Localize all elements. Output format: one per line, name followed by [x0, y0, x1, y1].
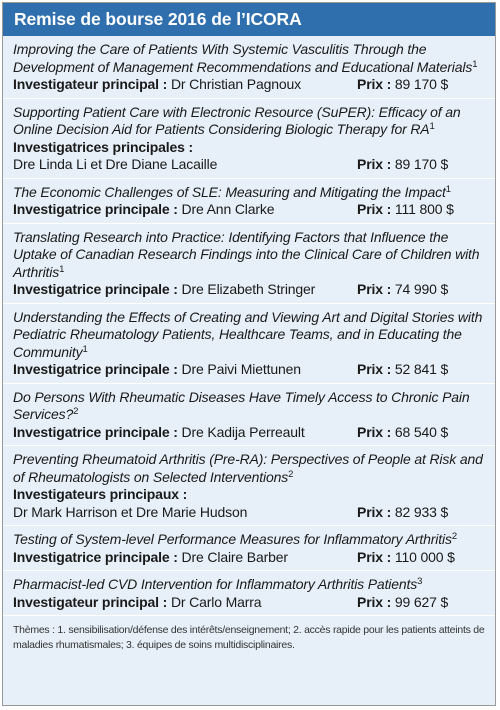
- grant-item: [3, 304, 495, 384]
- investigator-label: Investigatrice principale :: [13, 361, 178, 377]
- grant-title: [13, 41, 485, 76]
- investigator: [13, 201, 357, 219]
- grant-box: [2, 2, 496, 706]
- prize: [357, 76, 485, 94]
- grant-item: [3, 526, 495, 571]
- prize-label: Prix :: [357, 76, 392, 92]
- grant-title-text: Do Persons With Rheumatic Diseases Have Timely Access to Chronic Pain Services?: [13, 388, 470, 422]
- prize-label: Prix :: [357, 156, 392, 172]
- theme-note: 1: [472, 58, 478, 70]
- prize-label: Prix :: [357, 548, 392, 565]
- theme-note: 1: [82, 343, 88, 355]
- grant-details: [13, 486, 485, 504]
- grant-item: [3, 446, 495, 526]
- investigator: [13, 594, 357, 612]
- grant-title: [13, 451, 485, 486]
- grant-details: [13, 594, 485, 612]
- investigator: [13, 156, 357, 174]
- grant-details: [13, 549, 485, 567]
- investigator-label: Investigatrice principale :: [13, 201, 178, 217]
- grant-title: [13, 576, 485, 594]
- investigator-label: Investigateur principal :: [13, 76, 168, 92]
- prize-value: 111 800 $: [394, 201, 454, 217]
- investigator: [13, 486, 485, 504]
- prize-value: 68 540 $: [394, 423, 449, 440]
- grant-title-text: Understanding the Effects of Creating and Viewing Art and Digital Stories with Pediatric Rheumatology Patients, Healthcare Teams, and in Educating the Community: [13, 308, 483, 360]
- prize-label: Prix :: [357, 423, 392, 440]
- grant-item: [3, 571, 495, 616]
- prize: [357, 201, 485, 219]
- prize-label: Prix :: [357, 201, 392, 217]
- theme-note: 2: [73, 406, 79, 417]
- theme-note: 2: [288, 468, 294, 480]
- grant-title: [13, 389, 485, 424]
- prize: [357, 281, 485, 299]
- grant-title: [13, 104, 485, 139]
- investigator-label: Investigatrice principale :: [13, 281, 178, 297]
- grant-title: [13, 531, 485, 549]
- prize-label: Prix :: [357, 593, 392, 610]
- prize-value: 52 841 $: [394, 361, 449, 377]
- investigator: [13, 76, 357, 94]
- investigator-name: Dre Elizabeth Stringer: [181, 281, 316, 297]
- prize-label: Prix :: [357, 503, 392, 520]
- prize-label: Prix :: [357, 361, 392, 377]
- investigator-label: Investigatrices principales :: [13, 138, 194, 155]
- grant-title-text: The Economic Challenges of SLE: Measuring and Mitigating the Impact: [13, 183, 446, 200]
- prize-label: Prix :: [357, 281, 392, 297]
- prize: [357, 504, 485, 522]
- grant-title-text: Supporting Patient Care with Electronic Resource (SuPER): Efficacy of an Online Decision Aid for Patients Considering Biologic Therapy for RA: [13, 103, 461, 137]
- prize-value: 82 933 $: [394, 503, 449, 520]
- grant-details: [13, 156, 485, 174]
- prize-value: 89 170 $: [394, 156, 449, 172]
- investigator-name: Dre Linda Li et Dre Diane Lacaille: [13, 156, 218, 172]
- theme-note: 1: [429, 121, 435, 132]
- prize: [357, 361, 485, 379]
- investigator: [13, 549, 357, 567]
- themes-footnote: Thèmes : 1. sensibilisation/défense des intérêts/enseignement; 2. accès rapide pour les patients atteints de maladies rhumatismales; 3. équipes de soins multidisciplinaires.: [13, 624, 485, 651]
- grant-item: [3, 36, 495, 99]
- grant-title-text: Improving the Care of Patients With Systemic Vasculitis Through the Development of Management Recommendations and Educational Materials: [13, 41, 473, 75]
- investigator-name: Dre Ann Clarke: [181, 201, 275, 217]
- investigator: [13, 424, 357, 442]
- investigator: [13, 504, 357, 522]
- investigator-label: Investigatrice principale :: [13, 548, 178, 565]
- investigator-label: Investigatrice principale :: [13, 423, 178, 440]
- investigator-label: Investigateurs principaux :: [13, 486, 188, 502]
- prize-value: 110 000 $: [394, 548, 455, 565]
- grant-title-text: Preventing Rheumatoid Arthritis (Pre-RA): Perspectives of People at Risk and of Rheumatologists on Selected Interventions: [13, 451, 483, 485]
- theme-note: 1: [445, 183, 451, 195]
- grant-item: [3, 224, 495, 304]
- prize-value: 74 990 $: [394, 281, 449, 297]
- grant-item: [3, 179, 495, 224]
- investigator: [13, 139, 485, 157]
- theme-note: 1: [59, 263, 65, 275]
- prize-value: 99 627 $: [394, 593, 449, 610]
- theme-note: 2: [451, 531, 457, 542]
- grant-title-text: Pharmacist-led CVD Intervention for Inflammatory Arthritis Patients: [13, 576, 418, 592]
- investigator-name: Dre Paivi Miettunen: [181, 361, 301, 377]
- prize: [357, 549, 485, 567]
- grant-title: [13, 309, 485, 362]
- investigator-label: Investigateur principal :: [13, 593, 168, 610]
- investigator-name: Dre Kadija Perreault: [181, 423, 305, 440]
- investigator: [13, 361, 357, 379]
- grant-details: [13, 139, 485, 157]
- grant-title-text: Testing of System-level Performance Measures for Inflammatory Arthritis: [13, 531, 452, 547]
- prize: [357, 424, 485, 442]
- grant-title: [13, 184, 485, 202]
- title-bar: [3, 3, 495, 36]
- theme-note: 3: [417, 576, 423, 587]
- grant-item: [3, 99, 495, 179]
- grant-title: [13, 229, 485, 282]
- grant-details: [13, 281, 485, 299]
- box-title: Remise de bourse 2016 de l’ICORA: [14, 9, 302, 29]
- grant-item: [3, 384, 495, 447]
- grant-title-text: Translating Research into Practice: Identifying Factors that Influence the Uptake of Canadian Research Findings into the Clinical Care of Children with Arthritis: [13, 228, 480, 280]
- grant-details: [13, 76, 485, 94]
- grant-details: [13, 504, 485, 522]
- grant-details: [13, 201, 485, 219]
- grant-details: [13, 424, 485, 442]
- prize: [357, 594, 485, 612]
- investigator-name: Dr Carlo Marra: [170, 593, 262, 610]
- grant-list: [3, 36, 495, 616]
- grant-details: [13, 361, 485, 379]
- investigator-name: Dr Mark Harrison et Dre Marie Hudson: [13, 503, 248, 520]
- investigator-name: Dre Claire Barber: [181, 548, 288, 565]
- investigator-name: Dr Christian Pagnoux: [170, 76, 301, 92]
- prize: [357, 156, 485, 174]
- investigator: [13, 281, 357, 299]
- prize-value: 89 170 $: [394, 76, 449, 92]
